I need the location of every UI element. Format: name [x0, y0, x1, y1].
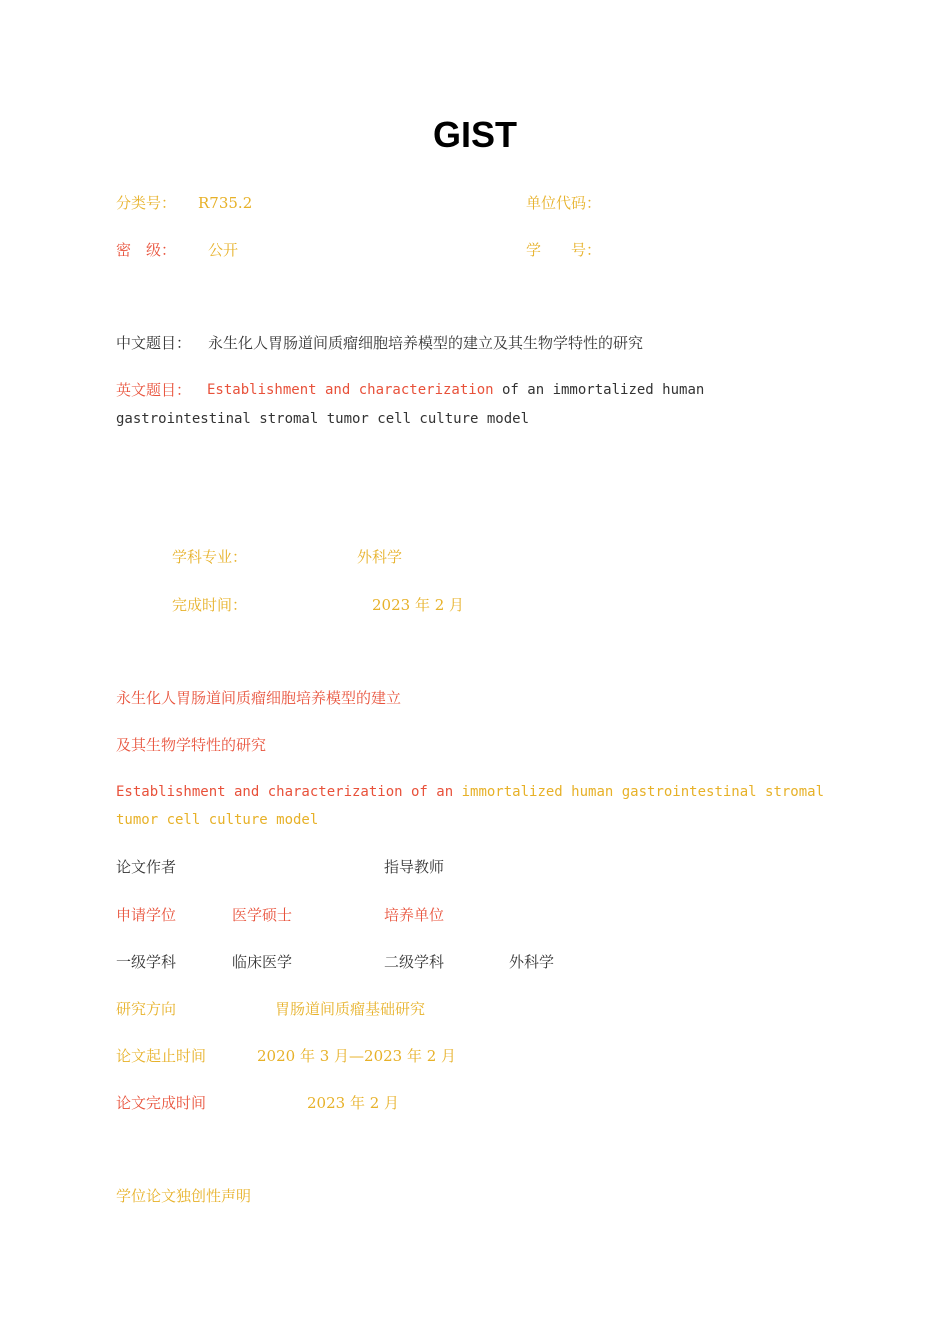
major-value: 外科学 [357, 548, 403, 566]
first-discipline-label: 一级学科 [116, 953, 177, 971]
en-title-line1 [207, 380, 704, 400]
period-value: 2020 年 3 月—2023 年 2 月 [257, 1047, 457, 1065]
first-discipline-value: 临床医学 [232, 953, 293, 971]
cover-en-gold: immortalized human gastrointestinal stromal [453, 784, 825, 800]
cover-en-line2: tumor cell culture model [116, 812, 319, 828]
en-title-line2: gastrointestinal stromal tumor cell culture model [116, 411, 530, 427]
author-label: 论文作者 [116, 858, 177, 876]
period-label: 论文起止时间 [116, 1047, 207, 1065]
degree-value: 医学硕士 [232, 906, 293, 924]
cover-en-line1 [116, 782, 824, 802]
research-direction-value: 胃肠道间质瘤基础研究 [275, 1000, 426, 1018]
major-label: 学科专业： [172, 548, 248, 566]
cover-en-red: Establishment and characterization of an [116, 784, 454, 800]
class-value: R735.2 [198, 194, 253, 212]
document-title: GIST [432, 114, 517, 155]
second-discipline-label: 二级学科 [384, 953, 445, 971]
cover-cn-line1: 永生化人胃肠道间质瘤细胞培养模型的建立 [116, 689, 402, 707]
student-id-label: 学 号： [526, 241, 602, 259]
en-title-red: Establishment and characterization [207, 382, 494, 398]
completion-value: 2023 年 2 月 [307, 1094, 400, 1112]
en-title-dark: of an immortalized human [493, 382, 705, 398]
class-label: 分类号： [116, 194, 177, 212]
degree-label: 申请学位 [116, 906, 177, 924]
second-discipline-value: 外科学 [509, 953, 555, 971]
cover-cn-line2: 及其生物学特性的研究 [116, 736, 267, 754]
finish-time-label: 完成时间： [172, 596, 248, 614]
research-direction-label: 研究方向 [116, 1000, 177, 1018]
completion-label: 论文完成时间 [116, 1094, 207, 1112]
finish-time-value: 2023 年 2 月 [372, 596, 465, 614]
cn-title-value: 永生化人胃肠道间质瘤细胞培养模型的建立及其生物学特性的研究 [208, 334, 644, 352]
advisor-label: 指导教师 [384, 858, 445, 876]
secret-value: 公开 [208, 241, 239, 259]
secret-label: 密 级： [116, 241, 177, 259]
en-title-label: 英文题目： [116, 381, 192, 399]
unit-code-label: 单位代码： [526, 194, 602, 212]
training-unit-label: 培养单位 [384, 906, 445, 924]
declaration-heading: 学位论文独创性声明 [116, 1187, 252, 1205]
cn-title-label: 中文题目： [116, 334, 192, 352]
